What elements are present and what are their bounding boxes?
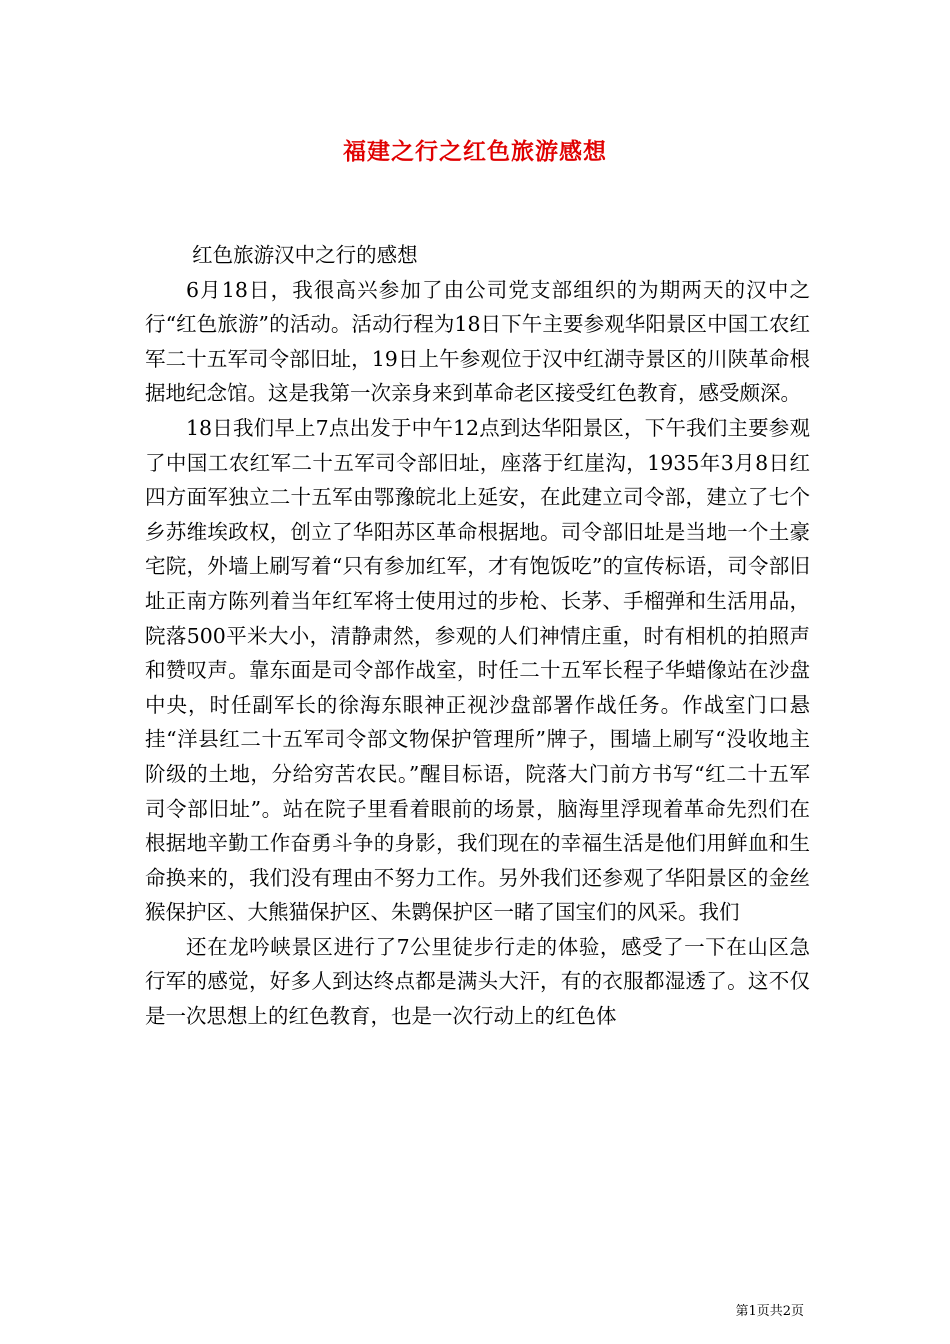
paragraph-2: 18日我们早上7点出发于中午12点到达华阳景区，下午我们主要参观了中国工农红军二十五军司令部旧址，座落于红崖沟，1935年3月8日红四方面军独立二十五军由鄂豫皖北上延安，在此建立司令部，建立了七个乡苏维埃政权，创立了华阳苏区革命根据地。司令部旧址是当地一个土豪宅院，外墙上刷写着“只有参加红军，才有饱饭吃”的宣传标语，司令部旧址正南方陈列着当年红军将士使用过的步枪、长茅、手榴弹和生活用品，院落500平米大小，清静肃然，参观的人们神情庄重，时有相机的拍照声和赞叹声。靠东面是司令部作战室，时任二十五军长程子华蜡像站在沙盘中央，时任副军长的徐海东眼神正视沙盘部署作战任务。作战室门口悬挂“洋县红二十五军司令部文物保护管理所”牌子，围墙上刷写“没收地主阶级的土地，分给穷苦农民。”醒目标语，院落大门前方书写“红二十五军司令部旧址”。站在院子里看着眼前的场景，脑海里浮现着革命先烈们在根据地辛勤工作奋勇斗争的身影，我们现在的幸福生活是他们用鲜血和生命换来的，我们没有理由不努力工作。另外我们还参观了华阳景区的金丝猴保护区、大熊猫保护区、朱鹮保护区一睹了国宝们的风采。我们	[145, 415, 810, 925]
document-subtitle: 红色旅游汉中之行的感想	[192, 243, 418, 267]
document-title: 福建之行之红色旅游感想	[343, 138, 607, 165]
document-body	[145, 238, 810, 1034]
paragraph-3: 还在龙吟峡景区进行了7公里徒步行走的体验，感受了一下在山区急行军的感觉，好多人到达终点都是满头大汗，有的衣服都湿透了。这不仅是一次思想上的红色教育，也是一次行动上的红色体	[145, 934, 810, 1029]
page-number: 第1页共2页	[735, 1304, 804, 1319]
paragraph-1: 6月18日，我很高兴参加了由公司党支部组织的为期两天的汉中之行“红色旅游”的活动。活动行程为18日下午主要参观华阳景区中国工农红军二十五军司令部旧址，19日上午参观位于汉中红湖寺景区的川陕革命根据地纪念馆。这是我第一次亲身来到革命老区接受红色教育，感受颇深。	[145, 277, 810, 406]
